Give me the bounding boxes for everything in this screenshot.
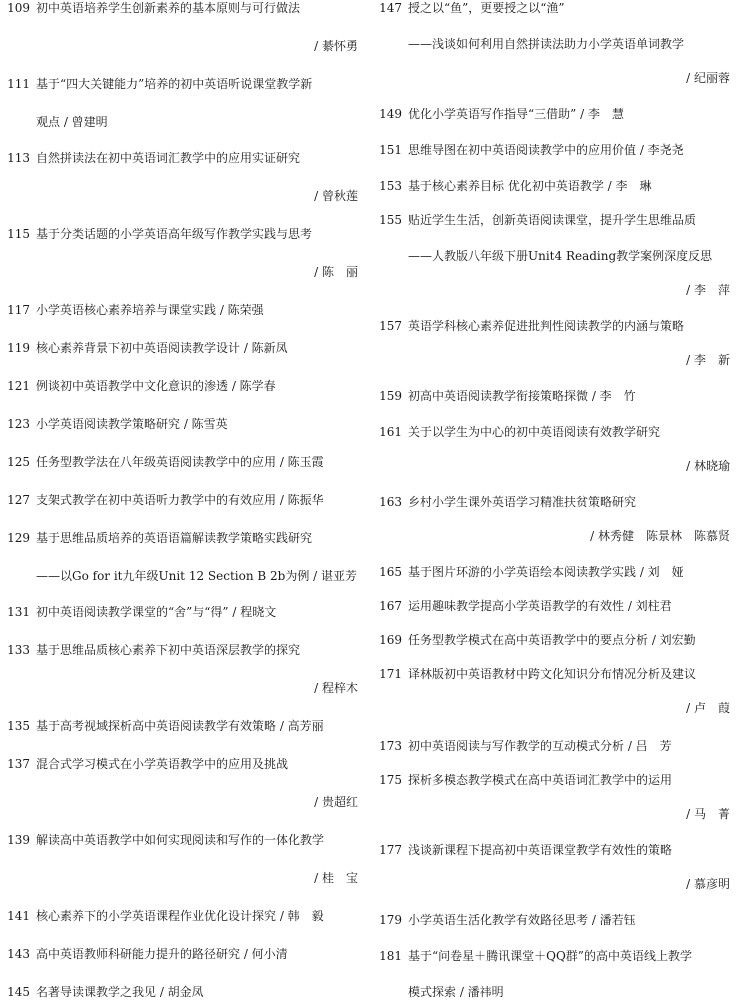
entry-title: 小学英语核心素养培养与课堂实践 / 陈荣强 [36, 303, 264, 317]
entry-title: 基于核心素养目标 优化初中英语教学 / 李 琳 [408, 179, 652, 193]
page-number: 129 [7, 531, 30, 545]
entry-title: 浅谈新课程下提高初中英语课堂教学有效性的策略 [408, 843, 673, 857]
page-number: 127 [7, 493, 30, 507]
entry-title-continued: 模式探索 / 潘祎明 [408, 985, 504, 999]
entry-author: / 林晓瑜 [686, 459, 730, 473]
entry-title: 运用趣味教学提高小学英语教学的有效性 / 刘柱君 [408, 599, 672, 613]
entry-title: 译林版初中英语教材中跨文化知识分布情况分析及建议 [408, 667, 697, 681]
entry-title: 贴近学生生活，创新英语阅读课堂，提升学生思维品质 [408, 213, 697, 227]
page-number: 147 [379, 1, 402, 15]
page-number: 161 [379, 425, 402, 439]
page-number: 171 [379, 667, 402, 681]
page-number: 153 [379, 179, 402, 193]
page-number: 155 [379, 213, 402, 227]
page-number: 109 [7, 1, 30, 15]
entry-author: / 贵超红 [314, 795, 358, 809]
page-number: 141 [7, 909, 30, 923]
entry-title: 基于思维品质核心素养下初中英语深层教学的探究 [36, 643, 301, 657]
page-number: 145 [7, 985, 30, 999]
entry-title: 高中英语教师科研能力提升的路径研究 / 何小清 [36, 947, 288, 961]
page-number: 135 [7, 719, 30, 733]
entry-title: 核心素养下的小学英语课程作业优化设计探究 / 韩 毅 [36, 909, 324, 923]
page-number: 169 [379, 633, 402, 647]
entry-author: / 程梓木 [314, 681, 358, 695]
page-number: 137 [7, 757, 30, 771]
right-column [372, 0, 740, 1003]
page-number: 173 [379, 739, 402, 753]
entry-title: 初中英语培养学生创新素养的基本原则与可行做法 [36, 1, 301, 15]
page-number: 131 [7, 605, 30, 619]
page-number: 167 [379, 599, 402, 613]
page-number: 133 [7, 643, 30, 657]
entry-author: / 桂 宝 [314, 871, 358, 885]
page-number: 123 [7, 417, 30, 431]
entry-author: / 慕彦明 [686, 877, 730, 891]
entry-title: 探析多模态教学模式在高中英语词汇教学中的运用 [408, 773, 673, 787]
entry-title: 基于“四大关键能力”培养的初中英语听说课堂教学新 [36, 77, 313, 91]
entry-title: 任务型教学模式在高中英语教学中的要点分析 / 刘宏勤 [408, 633, 696, 647]
page-number: 117 [7, 303, 30, 317]
entry-title: 基于分类话题的小学英语高年级写作教学实践与思考 [36, 227, 313, 241]
page-number: 139 [7, 833, 30, 847]
page-number: 165 [379, 565, 402, 579]
entry-author: / 林秀健 陈景林 陈慕贤 [590, 529, 730, 543]
page-number: 115 [7, 227, 30, 241]
entry-title: 关于以学生为中心的初中英语阅读有效教学研究 [408, 425, 661, 439]
entry-title: 例谈初中英语教学中文化意识的渗透 / 陈学春 [36, 379, 276, 393]
entry-title: 授之以“鱼”，更要授之以“渔” [408, 1, 565, 15]
entry-title: 支架式教学在初中英语听力教学中的有效应用 / 陈振华 [36, 493, 324, 507]
entry-title: 小学英语生活化教学有效路径思考 / 潘若钰 [408, 913, 636, 927]
page-number: 121 [7, 379, 30, 393]
entry-author: / 马 菁 [686, 807, 730, 821]
entry-author: / 卢 葭 [686, 701, 730, 715]
entry-title: 基于图片环游的小学英语绘本阅读教学实践 / 刘 娅 [408, 565, 684, 579]
entry-title: 思维导图在初中英语阅读教学中的应用价值 / 李尧尧 [408, 143, 684, 157]
page-number: 151 [379, 143, 402, 157]
page-number: 113 [7, 151, 30, 165]
entry-author: / 陈 丽 [314, 265, 358, 279]
entry-title: 名著导读课教学之我见 / 胡金凤 [36, 985, 204, 999]
entry-title: 自然拼读法在初中英语词汇教学中的应用实证研究 [36, 151, 301, 165]
page-number: 163 [379, 495, 402, 509]
entry-author: / 李 新 [686, 353, 730, 367]
entry-title: 乡村小学生课外英语学习精准扶贫策略研究 [408, 495, 637, 509]
page-number: 159 [379, 389, 402, 403]
page-number: 157 [379, 319, 402, 333]
page-number: 125 [7, 455, 30, 469]
entry-author: / 李 萍 [686, 283, 730, 297]
entry-title: 任务型教学法在八年级英语阅读教学中的应用 / 陈玉霞 [36, 455, 324, 469]
entry-title: 初中英语阅读教学课堂的“舍”与“得” / 程晓文 [36, 605, 277, 619]
entry-title: 混合式学习模式在小学英语教学中的应用及挑战 [36, 757, 289, 771]
entry-title: 优化小学英语写作指导“三借助” / 李 慧 [408, 107, 624, 121]
left-column [0, 0, 368, 1003]
page-number: 181 [379, 949, 402, 963]
entry-author: / 纪丽蓉 [686, 71, 730, 85]
page-number: 177 [379, 843, 402, 857]
entry-author: / 曾秋莲 [314, 189, 358, 203]
entry-author: / 綦怀勇 [314, 39, 358, 53]
entry-subtitle: ——人教版八年级下册Unit4 Reading教学案例深度反思 [408, 249, 713, 263]
entry-title-continued: 观点 / 曾建明 [36, 115, 108, 129]
entry-title: 小学英语阅读教学策略研究 / 陈雪英 [36, 417, 228, 431]
page-number: 179 [379, 913, 402, 927]
page-number: 143 [7, 947, 30, 961]
page-number: 149 [379, 107, 402, 121]
entry-title: 解读高中英语教学中如何实现阅读和写作的一体化教学 [36, 833, 325, 847]
entry-title: 英语学科核心素养促进批判性阅读教学的内涵与策略 [408, 319, 685, 333]
entry-subtitle: ——以Go for it九年级Unit 12 Section B 2b为例 / 谌亚芳 [36, 569, 357, 583]
entry-title: 核心素养背景下初中英语阅读教学设计 / 陈新凤 [36, 341, 288, 355]
entry-subtitle: ——浅谈如何利用自然拼读法助力小学英语单词教学 [408, 37, 685, 51]
page-number: 119 [7, 341, 30, 355]
entry-title: 基于“问卷星＋腾讯课堂＋QQ群”的高中英语线上教学 [408, 949, 692, 963]
page-number: 175 [379, 773, 402, 787]
entry-title: 初中英语阅读与写作教学的互动模式分析 / 吕 芳 [408, 739, 672, 753]
entry-title: 初高中英语阅读教学衔接策略探微 / 李 竹 [408, 389, 636, 403]
entry-title: 基于高考视域探析高中英语阅读教学有效策略 / 高芳丽 [36, 719, 324, 733]
page-number: 111 [7, 77, 30, 91]
entry-title: 基于思维品质培养的英语语篇解读教学策略实践研究 [36, 531, 313, 545]
